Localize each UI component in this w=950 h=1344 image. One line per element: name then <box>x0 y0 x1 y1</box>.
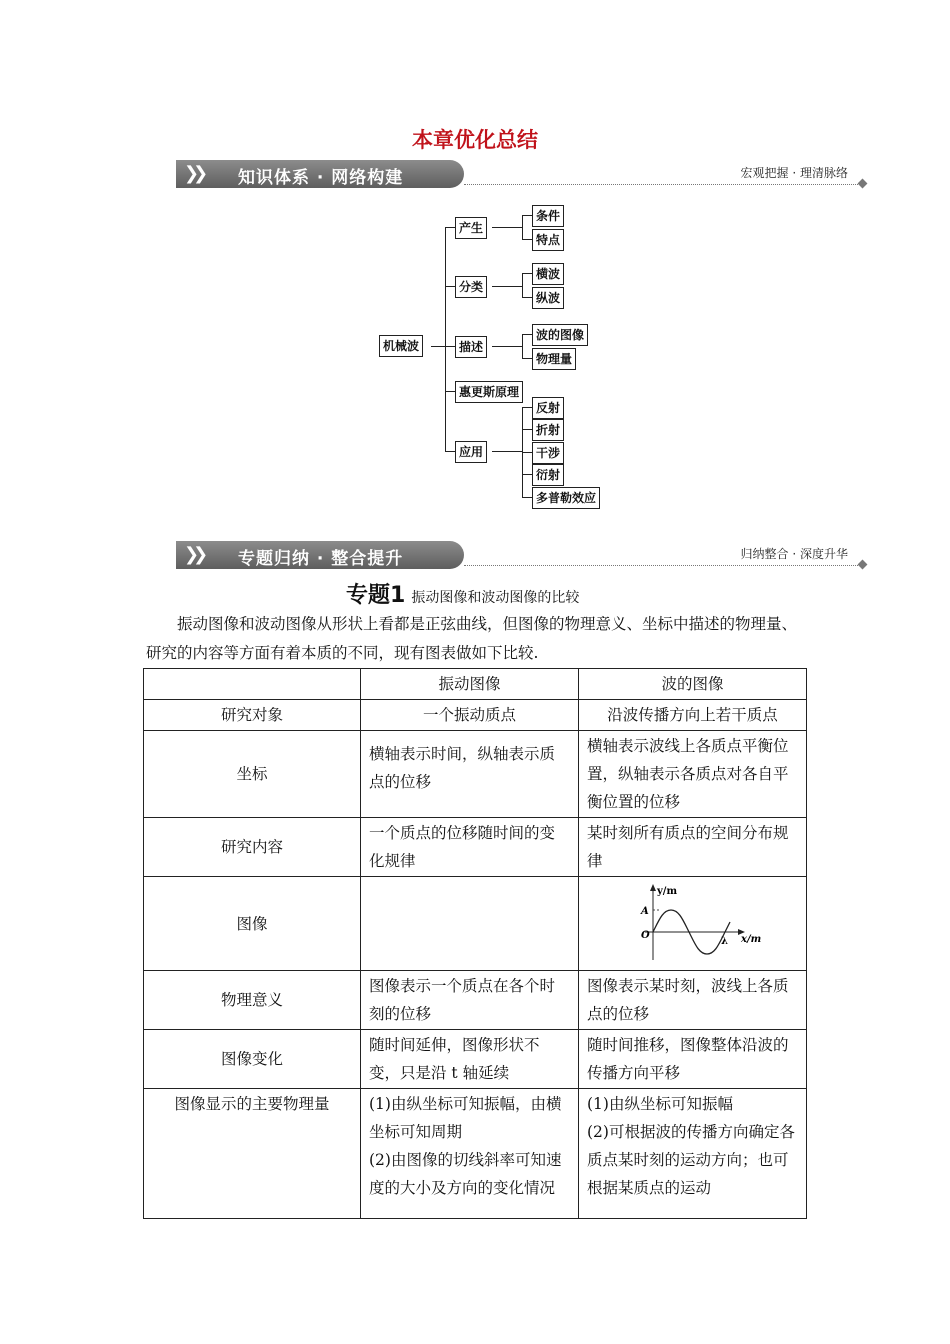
tree-leaf-zongbo: 纵波 <box>532 287 564 309</box>
tree-leaf-tiaojian: 条件 <box>532 205 564 227</box>
tree-node-fenlei: 分类 <box>455 276 487 298</box>
row-label: 图像变化 <box>144 1030 361 1089</box>
table-row <box>144 700 807 731</box>
vib-cell: 一个质点的位移随时间的变化规律 <box>361 818 579 877</box>
tree-leaf-hengbo: 横波 <box>532 263 564 285</box>
row-label: 物理意义 <box>144 971 361 1030</box>
row-label: 图像 <box>144 877 361 971</box>
table-row <box>144 731 807 818</box>
table-header-cell: 波的图像 <box>579 669 807 700</box>
amplitude-label: A <box>641 905 649 917</box>
wave-cell <box>579 877 807 971</box>
table-header-cell <box>144 669 361 700</box>
vib-cell: 随时间延伸，图像形状不变，只是沿 t 轴延续 <box>361 1030 579 1089</box>
row-label: 研究内容 <box>144 818 361 877</box>
table-row <box>144 818 807 877</box>
tree-leaf-yanshe: 衍射 <box>532 464 564 486</box>
diamond-icon <box>858 179 868 189</box>
banner-subtitle: 归纳整合 · 深度升华 <box>740 547 848 561</box>
table-row <box>144 877 807 971</box>
tree-node-yingyong: 应用 <box>455 441 487 463</box>
chevron-right-icon: ❯❯ <box>184 544 203 565</box>
table-row <box>144 1089 807 1219</box>
table-header-row <box>144 669 807 700</box>
row-label: 图像显示的主要物理量 <box>144 1089 361 1219</box>
section-banner-knowledge <box>176 160 866 188</box>
topic-label: 专题 <box>346 583 391 608</box>
tree-leaf-doppler: 多普勒效应 <box>532 487 600 509</box>
origin-label: O <box>641 929 650 941</box>
table-row <box>144 971 807 1030</box>
page-title: 本章优化总结 <box>412 128 538 152</box>
wave-cell: 某时刻所有质点的空间分布规律 <box>579 818 807 877</box>
dotted-divider <box>464 565 858 566</box>
banner-subtitle: 宏观把握 · 理清脉络 <box>740 166 848 180</box>
tree-node-miaoshu: 描述 <box>455 336 487 358</box>
vib-cell: 图像表示一个质点在各个时刻的位移 <box>361 971 579 1030</box>
chevron-right-icon: ❯❯ <box>184 163 203 184</box>
tree-leaf-tedian: 特点 <box>532 229 564 251</box>
diamond-icon <box>858 560 868 570</box>
table-row <box>144 1030 807 1089</box>
lambda-label: λ <box>721 935 729 947</box>
wave-cell: (1)由纵坐标可知振幅 (2)可根据波的传播方向确定各质点某时刻的运动方向；也可根据某质点的运动 <box>579 1089 807 1219</box>
vib-cell: 横轴表示时间，纵轴表示质点的位移 <box>361 731 579 818</box>
tree-node-chansheng: 产生 <box>455 217 487 239</box>
banner-title: 知识体系 · 网络构建 <box>238 168 404 188</box>
section-banner-topics <box>176 541 866 569</box>
dotted-divider <box>464 184 858 185</box>
row-label: 研究对象 <box>144 700 361 731</box>
vib-cell <box>361 877 579 971</box>
x-axis-label: x/m <box>741 933 762 945</box>
tree-leaf-wuliliang: 物理量 <box>532 348 576 370</box>
vib-cell: (1)由纵坐标可知振幅，由横坐标可知周期 (2)由图像的切线斜率可知速度的大小及方向的变化情况 <box>361 1089 579 1219</box>
tree-leaf-fanshe: 反射 <box>532 397 564 419</box>
table-header-cell: 振动图像 <box>361 669 579 700</box>
tree-leaf-zheshe: 折射 <box>532 419 564 441</box>
topic-number: 1 <box>390 583 406 608</box>
tree-leaf-bodetuxiang: 波的图像 <box>532 324 588 346</box>
topic-heading <box>346 578 579 609</box>
wave-graph <box>623 882 763 966</box>
banner-title: 专题归纳 · 整合提升 <box>238 549 404 569</box>
wave-cell: 随时间推移，图像整体沿波的传播方向平移 <box>579 1030 807 1089</box>
tree-node-huygens: 惠更斯原理 <box>455 381 523 403</box>
topic-title: 振动图像和波动图像的比较 <box>411 590 580 606</box>
row-label: 坐标 <box>144 731 361 818</box>
y-axis-label: y/m <box>657 885 678 897</box>
tree-leaf-ganshe: 干涉 <box>532 442 564 464</box>
wave-cell: 横轴表示波线上各质点平衡位置，纵轴表示各质点对各自平衡位置的位移 <box>579 731 807 818</box>
tree-root: 机械波 <box>379 335 423 357</box>
vib-cell: 一个振动质点 <box>361 700 579 731</box>
comparison-table <box>143 668 807 1219</box>
wave-cell: 图像表示某时刻，波线上各质点的位移 <box>579 971 807 1030</box>
wave-cell: 沿波传播方向上若干质点 <box>579 700 807 731</box>
intro-paragraph: 振动图像和波动图像从形状上看都是正弦曲线，但图像的物理意义、坐标中描述的物理量、研究的内容等方面有着本质的不同，现有图表做如下比较. <box>146 615 798 662</box>
